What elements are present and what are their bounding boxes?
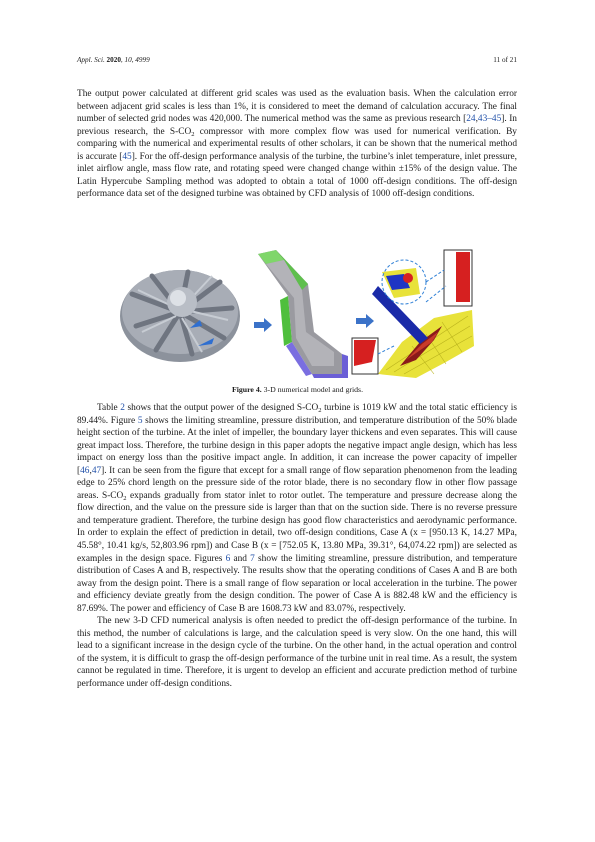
paragraph-cfd-motivation: The new 3-D CFD numerical analysis is often needed to predict the off-design performance of the turbine. In this method, the number of calculations is large, and the calculation speed is very slow. On the one hand, this will lead to a significant increase in the design cycle of the turbine. On the other hand, in the actual operation and control of the system, it is difficult to grasp the off-design performance of the turbine unit in real time. As a result, the system cannot be regulated in time. Therefore, it is urgent to develop an efficient and accurate prediction method of turbine performance under off-design conditions.	[77, 616, 517, 690]
figure-link[interactable]: 7	[250, 553, 255, 564]
citation-link[interactable]: 45	[122, 151, 132, 162]
page-header	[77, 56, 517, 64]
page-number: 11 of 21	[493, 56, 517, 64]
numerical-model-illustration	[116, 246, 478, 378]
figure-link[interactable]: 6	[225, 553, 231, 564]
citation-link[interactable]: 43–45	[477, 114, 502, 125]
body-paragraphs	[77, 402, 517, 691]
arrow-icon	[356, 314, 374, 328]
figure-caption: Figure 4. 3-D numerical model and grids.	[231, 385, 364, 394]
citation-link[interactable]: 46	[80, 465, 90, 476]
arrow-icon	[254, 318, 272, 332]
paragraph-grid-validation: The output power calculated at different grid scales was used as the evaluation basis. When the calculation error between adjacent grid scales is less than 1%, it is considered to meet the demand of calculation accuracy. The final number of selected grid nodes was 420,000. The numerical method was the same as previous research [24,43–45]. In previous research, the $S-CO_2$ compressor with more complex flow was used for numerical verification. By comparing with the numerical and experimental results of other scholars, it can be shown that the numerical method is accurate [45]. For the off-design performance analysis of the turbine, the turbine’s inlet temperature, inlet pressure, inlet airflow angle, mass flow rate, and rotating speed were changed change within ±15% of the design value. The Latin Hypercube Sampling method was adopted to obtain a total of 1000 off-design conditions. The off-design performance data set of the designed turbine was obtained by CFD analysis of 1000 off-design conditions.	[77, 89, 517, 200]
citation-link[interactable]: 24	[466, 114, 476, 125]
flow-domain-model	[258, 250, 348, 378]
figure-3d-model	[116, 246, 478, 378]
impeller-model	[120, 270, 240, 362]
mesh-grid-model	[352, 250, 474, 378]
table-link[interactable]: 2	[120, 403, 125, 413]
journal-citation: Appl. Sci. 2020, 10, 4999	[77, 56, 150, 64]
paragraph-turbine-results: Table 2 shows that the output power of the designed $S-CO_2$ turbine is 1019 kW and the total static efficiency is 89.44%. Figure 5 shows the limiting streamline, pressure distribution, and temperature distribution of the 50% blade height section of the turbine. At the inlet of impeller, the boundary layer thickens and even separates. This will cause great impact loss. Therefore, the turbine design in this paper adopts the negative impact angle design, which has less impact on energy loss than the positive impact angle. In addition, it can increase the power capacity of impeller [46,47]. It can be seen from the figure that except for a small range of flow separation phenomenon from the leading edge to 25% chord length on the pressure side of the rotor blade, there is no secondary flow in other flow passage areas. $S-CO_2$ expands gradually from stator inlet to rotor outlet. The temperature and pressure decrease along the flow direction, and the value on the pressure side is larger than that on the suction side. There is no reverse pressure and temperature gradient. Therefore, the turbine design has good flow characteristics and aerodynamic performance. In order to explain the effect of prediction in detail, two off-design conditions, Case A (x = [950.13 K, 14.27 MPa, 45.58°, 10.41 kg/s, 52,803.96 rpm]) and Case B (x = [752.05 K, 13.80 MPa, 39.31°, 64,074.22 rpm]) are selected as examples in the design space. Figures 6 and 7 show the limiting streamline, pressure distribution, and temperature distribution of Cases A and B, respectively. The results show that the operating conditions of Cases A and B are both away from the design point. There is a small range of flow separation or local acceleration in the turbine. The power and efficiency deviate greatly from the design condition. The power of Case A is 882.48 kW and the efficiency is 87.69%. The power and efficiency of Case B are 1608.73 kW and 83.07%, respectively.	[77, 403, 518, 614]
citation-link[interactable]: 47	[91, 465, 102, 476]
figure-link[interactable]: 5	[137, 415, 143, 426]
